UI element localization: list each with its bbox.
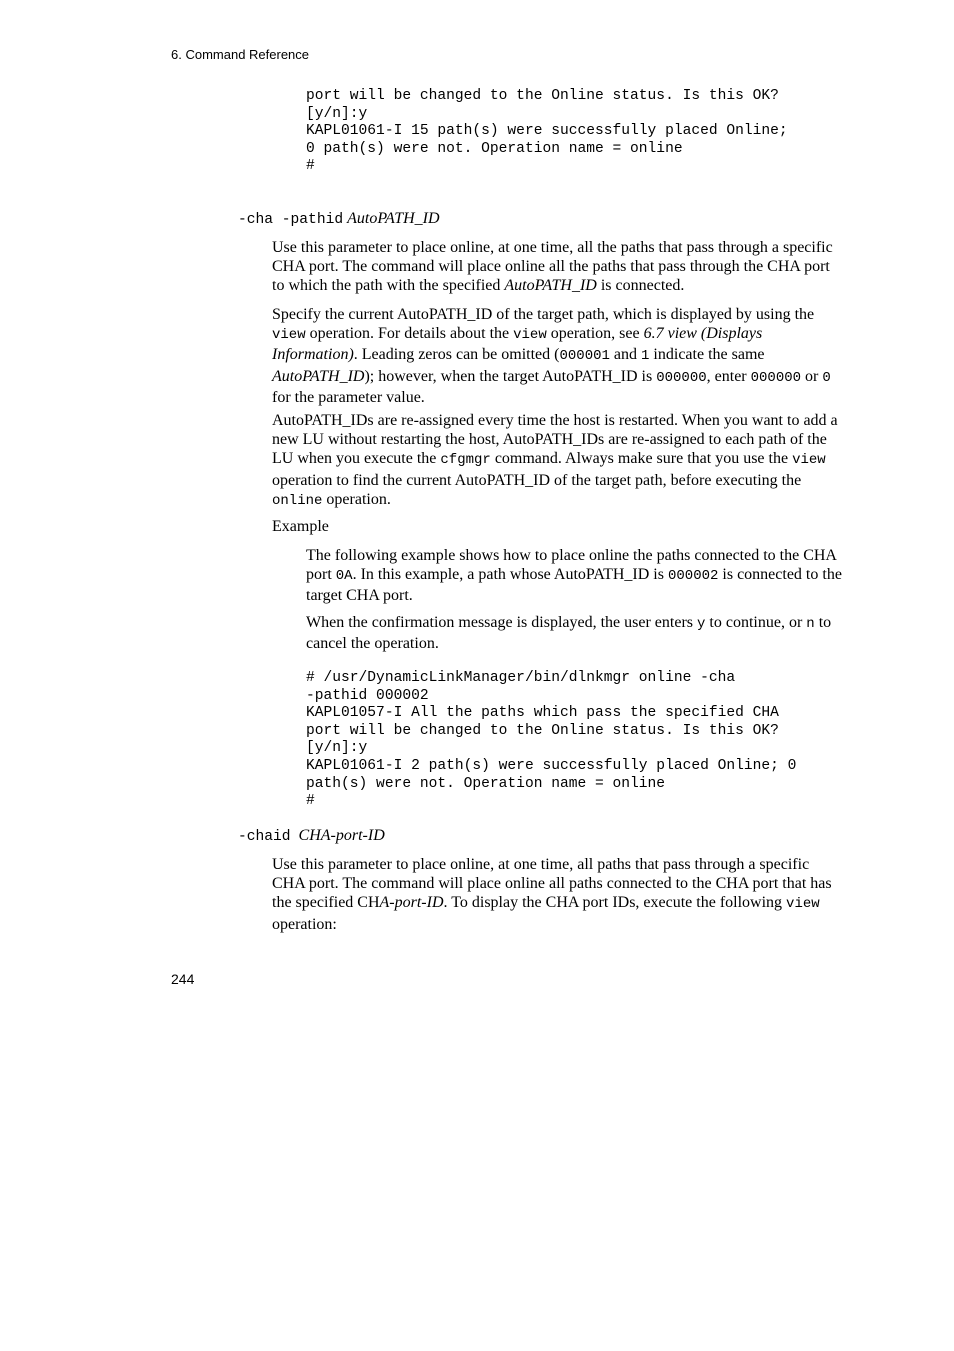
parameter-chaid: -chaid CHA-port-ID: [238, 827, 385, 845]
cross-reference-link[interactable]: 6.7 view (Displays Information): [272, 325, 763, 364]
paragraph-autopath-id-spec: Specify the current AutoPATH_ID of the target path, which is displayed by using the view operation. For details about the view operation, see 6.7 view (Displays Information). Leading zeros can be omitted (000001 and 1 indicate the same AutoPATH_ID); however, when the target AutoPATH_ID is 000000, enter 000000 or 0 for the parameter value.: [272, 306, 831, 406]
code-line: # /usr/DynamicLinkManager/bin/dlnkmgr online -cha: [306, 670, 736, 686]
code-line: KAPL01061-I 15 path(s) were successfully placed Online;: [306, 123, 788, 140]
example-heading: Example: [272, 518, 329, 535]
code-line: [y/n]:y: [306, 740, 368, 757]
code-line: port will be changed to the Online status. Is this OK?: [306, 722, 779, 739]
running-header: 6. Command Reference: [171, 47, 310, 62]
code-line: #: [306, 793, 315, 810]
paragraph-chaid-description: Use this parameter to place online, at one time, all paths that pass through a specific CHA port. The command will place online all paths connected to the CHA port that has the specified CHA-port-ID. To display the CHA port IDs, execute the following view operation:: [272, 856, 832, 933]
parameter-cha-pathid: -cha -pathid AutoPATH_ID: [238, 210, 440, 228]
paragraph-autopath-reassign: AutoPATH_IDs are re-assigned every time the host is restarted. When you want to add a new LU without restarting the host, AutoPATH_IDs are re-assigned to each path of the LU when you execute the cfgmgr command. Always make sure that you use the view operation to find the current AutoPATH_ID of the target path, before executing the online operation.: [272, 412, 838, 509]
code-line: KAPL01057-I All the paths which pass the specified CHA: [306, 705, 779, 722]
code-line: port will be changed to the Online status. Is this OK?: [306, 88, 779, 104]
paragraph-example-intro: The following example shows how to place online the paths connected to the CHA port 0A. In this example, a path whose AutoPATH_ID is 000002 is connected to the target CHA port.: [306, 547, 842, 605]
code-block-top: [306, 88, 788, 176]
code-line: -pathid 000002: [306, 687, 429, 704]
code-line: 0 path(s) were not. Operation name = online: [306, 140, 683, 157]
code-line: path(s) were not. Operation name = online: [306, 775, 666, 792]
paragraph-cha-description: Use this parameter to place online, at one time, all the paths that pass through a specific CHA port. The command will place online all the paths that pass through the CHA port to which the path with the specified AutoPATH_ID is connected.: [272, 239, 833, 295]
code-line: KAPL01061-I 2 path(s) were successfully placed Online; 0: [306, 757, 797, 774]
paragraph-example-confirmation: When the confirmation message is displayed, the user enters y to continue, or n to cancel the operation.: [306, 614, 832, 653]
code-line: [y/n]:y: [306, 105, 368, 122]
code-block-example: [306, 670, 796, 811]
code-line: #: [306, 158, 315, 175]
page-number: 244: [171, 971, 195, 987]
